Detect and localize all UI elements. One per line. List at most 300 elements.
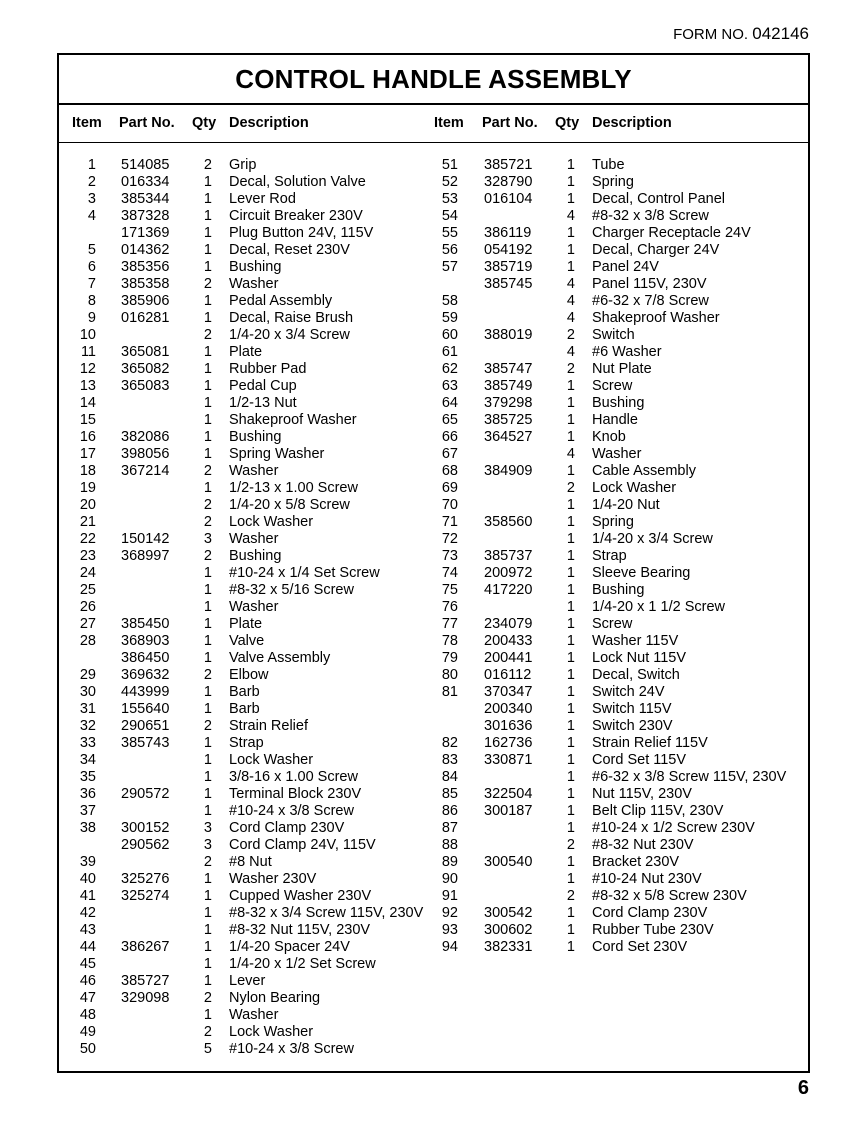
cell-qty: 2 <box>203 514 212 530</box>
cell-item: 23 <box>79 548 96 564</box>
cell-item: 89 <box>441 854 458 870</box>
cell-part-no: 385344 <box>121 191 170 207</box>
table-row <box>59 922 808 939</box>
cell-description: Washer <box>229 1007 279 1023</box>
cell-description: #10-24 x 1/2 Screw 230V <box>592 820 755 836</box>
cell-part-no: 443999 <box>121 684 170 700</box>
cell-qty: 1 <box>203 480 212 496</box>
table-row <box>59 157 808 174</box>
cell-description: Cord Clamp 230V <box>592 905 708 921</box>
cell-qty: 1 <box>203 752 212 768</box>
cell-item: 4 <box>87 208 96 224</box>
cell-qty: 2 <box>203 1024 212 1040</box>
cell-item: 93 <box>441 922 458 938</box>
cell-part-no: 325274 <box>121 888 170 904</box>
cell-part-no: 385737 <box>484 548 533 564</box>
cell-qty: 1 <box>203 939 212 955</box>
cell-description: Pedal Cup <box>229 378 297 394</box>
cell-item: 28 <box>79 633 96 649</box>
cell-item: 42 <box>79 905 96 921</box>
cell-item: 59 <box>441 310 458 326</box>
cell-description: Washer <box>592 446 642 462</box>
header-part-no: Part No. <box>119 115 175 131</box>
cell-item: 25 <box>79 582 96 598</box>
cell-qty: 2 <box>203 718 212 734</box>
cell-description: Cupped Washer 230V <box>229 888 372 904</box>
cell-qty: 2 <box>203 497 212 513</box>
cell-qty: 1 <box>203 905 212 921</box>
cell-item: 9 <box>87 310 96 326</box>
cell-description: 1/4-20 x 1 1/2 Screw <box>592 599 725 615</box>
cell-qty: 2 <box>566 888 575 904</box>
cell-description: #6-32 x 7/8 Screw <box>592 293 709 309</box>
cell-description: 1/2-13 x 1.00 Screw <box>229 480 358 496</box>
cell-part-no: 300602 <box>484 922 533 938</box>
cell-description: Strain Relief 115V <box>592 735 708 751</box>
cell-description: Nut 115V, 230V <box>592 786 692 802</box>
cell-qty: 4 <box>566 310 575 326</box>
cell-description: Charger Receptacle 24V <box>592 225 751 241</box>
cell-item: 18 <box>79 463 96 479</box>
cell-qty: 2 <box>203 990 212 1006</box>
cell-item: 65 <box>441 412 458 428</box>
table-row <box>59 973 808 990</box>
parts-list-frame <box>57 53 810 1073</box>
cell-description: Sleeve Bearing <box>592 565 691 581</box>
cell-part-no: 234079 <box>484 616 533 632</box>
header-item-2: Item <box>434 115 464 131</box>
cell-description: Rubber Pad <box>229 361 307 377</box>
cell-item: 83 <box>441 752 458 768</box>
cell-part-no: 365082 <box>121 361 170 377</box>
cell-part-no: 368903 <box>121 633 170 649</box>
cell-description: Nut Plate <box>592 361 652 377</box>
table-row <box>59 837 808 854</box>
cell-description: Washer <box>229 599 279 615</box>
cell-description: Decal, Switch <box>592 667 680 683</box>
cell-qty: 4 <box>566 293 575 309</box>
cell-qty: 1 <box>566 922 575 938</box>
cell-description: Cord Clamp 24V, 115V <box>229 837 376 853</box>
cell-item: 30 <box>79 684 96 700</box>
table-row <box>59 990 808 1007</box>
cell-part-no: 301636 <box>484 718 533 734</box>
cell-qty: 3 <box>203 820 212 836</box>
page-number: 6 <box>797 1077 809 1099</box>
cell-description: Washer <box>229 531 279 547</box>
cell-qty: 1 <box>566 599 575 615</box>
table-row <box>59 650 808 667</box>
cell-part-no: 330871 <box>484 752 533 768</box>
cell-part-no: 385743 <box>121 735 170 751</box>
table-row <box>59 820 808 837</box>
cell-description: Pedal Assembly <box>229 293 333 309</box>
cell-item: 38 <box>79 820 96 836</box>
cell-qty: 1 <box>566 582 575 598</box>
cell-item: 51 <box>441 157 458 173</box>
cell-part-no: 290562 <box>121 837 170 853</box>
cell-part-no: 385749 <box>484 378 533 394</box>
cell-part-no: 014362 <box>121 242 170 258</box>
cell-description: Barb <box>229 701 260 717</box>
cell-description: #10-24 x 3/8 Screw <box>229 1041 354 1057</box>
table-row <box>59 361 808 378</box>
table-row <box>59 871 808 888</box>
table-row <box>59 599 808 616</box>
cell-description: #8-32 x 5/16 Screw <box>229 582 354 598</box>
cell-item: 85 <box>441 786 458 802</box>
table-row <box>59 242 808 259</box>
cell-qty: 1 <box>566 752 575 768</box>
cell-description: 1/4-20 x 1/2 Set Screw <box>229 956 376 972</box>
cell-qty: 1 <box>566 514 575 530</box>
cell-description: Lever Rod <box>229 191 296 207</box>
cell-part-no: 155640 <box>121 701 170 717</box>
table-row <box>59 259 808 276</box>
cell-part-no: 329098 <box>121 990 170 1006</box>
cell-description: 1/2-13 Nut <box>229 395 297 411</box>
cell-item: 43 <box>79 922 96 938</box>
cell-description: Handle <box>592 412 638 428</box>
table-row <box>59 208 808 225</box>
form-number: 042146 <box>752 24 809 43</box>
cell-qty: 1 <box>203 973 212 989</box>
cell-qty: 2 <box>566 361 575 377</box>
cell-qty: 1 <box>203 174 212 190</box>
cell-part-no: 388019 <box>484 327 533 343</box>
cell-description: Grip <box>229 157 257 173</box>
cell-item: 15 <box>79 412 96 428</box>
cell-qty: 1 <box>566 531 575 547</box>
cell-item: 10 <box>79 327 96 343</box>
cell-item: 53 <box>441 191 458 207</box>
header-part-no-2: Part No. <box>482 115 538 131</box>
cell-qty: 1 <box>566 684 575 700</box>
cell-qty: 1 <box>203 293 212 309</box>
cell-part-no: 365081 <box>121 344 170 360</box>
cell-item: 78 <box>441 633 458 649</box>
cell-part-no: 385906 <box>121 293 170 309</box>
cell-description: Screw <box>592 616 633 632</box>
cell-description: #10-24 x 3/8 Screw <box>229 803 354 819</box>
table-row <box>59 667 808 684</box>
table-row <box>59 582 808 599</box>
cell-part-no: 386267 <box>121 939 170 955</box>
cell-description: 1/4-20 x 3/4 Screw <box>592 531 713 547</box>
cell-qty: 1 <box>203 956 212 972</box>
cell-part-no: 016112 <box>484 667 532 683</box>
header-qty: Qty <box>192 115 217 131</box>
cell-description: Spring <box>592 174 634 190</box>
cell-part-no: 016281 <box>121 310 170 326</box>
cell-qty: 1 <box>566 786 575 802</box>
cell-item: 84 <box>441 769 458 785</box>
cell-item: 49 <box>79 1024 96 1040</box>
cell-item: 21 <box>79 514 96 530</box>
cell-qty: 2 <box>203 327 212 343</box>
cell-item: 22 <box>79 531 96 547</box>
table-row <box>59 531 808 548</box>
cell-qty: 1 <box>203 225 212 241</box>
cell-part-no: 365083 <box>121 378 170 394</box>
table-row <box>59 769 808 786</box>
table-row <box>59 225 808 242</box>
cell-qty: 1 <box>566 650 575 666</box>
cell-item: 82 <box>441 735 458 751</box>
cell-part-no: 385745 <box>484 276 533 292</box>
cell-part-no: 385356 <box>121 259 170 275</box>
table-row <box>59 854 808 871</box>
cell-item: 52 <box>441 174 458 190</box>
cell-qty: 1 <box>566 803 575 819</box>
cell-description: Washer 230V <box>229 871 317 887</box>
cell-part-no: 386119 <box>484 225 532 241</box>
cell-description: Cord Set 230V <box>592 939 688 955</box>
cell-item: 79 <box>441 650 458 666</box>
cell-qty: 1 <box>566 259 575 275</box>
cell-qty: 1 <box>203 378 212 394</box>
cell-qty: 1 <box>203 361 212 377</box>
table-row <box>59 480 808 497</box>
cell-qty: 2 <box>203 854 212 870</box>
cell-description: #8 Nut <box>229 854 272 870</box>
cell-item: 88 <box>441 837 458 853</box>
cell-part-no: 200441 <box>484 650 533 666</box>
cell-item: 34 <box>79 752 96 768</box>
table-row <box>59 633 808 650</box>
cell-description: #10-24 x 1/4 Set Screw <box>229 565 380 581</box>
cell-qty: 1 <box>203 582 212 598</box>
cell-item: 69 <box>441 480 458 496</box>
cell-part-no: 364527 <box>484 429 533 445</box>
cell-item: 24 <box>79 565 96 581</box>
cell-qty: 1 <box>203 208 212 224</box>
cell-qty: 1 <box>566 463 575 479</box>
cell-qty: 1 <box>566 769 575 785</box>
cell-description: Cable Assembly <box>592 463 696 479</box>
cell-item: 48 <box>79 1007 96 1023</box>
cell-part-no: 368997 <box>121 548 170 564</box>
cell-qty: 1 <box>566 667 575 683</box>
cell-qty: 2 <box>566 327 575 343</box>
cell-qty: 2 <box>203 548 212 564</box>
table-header <box>59 105 808 143</box>
cell-part-no: 385450 <box>121 616 170 632</box>
cell-qty: 1 <box>203 616 212 632</box>
cell-part-no: 290572 <box>121 786 170 802</box>
cell-description: #8-32 Nut 230V <box>592 837 694 853</box>
table-row <box>59 888 808 905</box>
cell-description: Strap <box>229 735 264 751</box>
cell-description: Circuit Breaker 230V <box>229 208 363 224</box>
cell-qty: 3 <box>203 837 212 853</box>
cell-qty: 1 <box>566 412 575 428</box>
cell-part-no: 370347 <box>484 684 533 700</box>
cell-qty: 3 <box>203 531 212 547</box>
cell-part-no: 300540 <box>484 854 533 870</box>
table-row <box>59 701 808 718</box>
cell-item: 94 <box>441 939 458 955</box>
cell-item: 74 <box>441 565 458 581</box>
cell-description: Decal, Charger 24V <box>592 242 720 258</box>
cell-item: 80 <box>441 667 458 683</box>
cell-description: Bushing <box>592 582 645 598</box>
cell-description: #8-32 x 3/4 Screw 115V, 230V <box>229 905 424 921</box>
table-row <box>59 463 808 480</box>
cell-item: 54 <box>441 208 458 224</box>
cell-description: Spring Washer <box>229 446 325 462</box>
cell-qty: 1 <box>203 429 212 445</box>
cell-qty: 1 <box>203 871 212 887</box>
cell-description: Lock Washer <box>229 752 314 768</box>
table-row <box>59 344 808 361</box>
form-number-label <box>673 24 809 44</box>
cell-part-no: 398056 <box>121 446 170 462</box>
cell-qty: 1 <box>566 735 575 751</box>
table-row <box>59 905 808 922</box>
cell-item: 32 <box>79 718 96 734</box>
cell-part-no: 385719 <box>484 259 533 275</box>
cell-qty: 5 <box>203 1041 212 1057</box>
cell-item: 61 <box>441 344 458 360</box>
cell-part-no: 200340 <box>484 701 533 717</box>
table-row <box>59 1007 808 1024</box>
cell-qty: 1 <box>203 922 212 938</box>
header-qty-2: Qty <box>555 115 580 131</box>
cell-description: Plate <box>229 616 263 632</box>
cell-part-no: 417220 <box>484 582 533 598</box>
cell-qty: 1 <box>566 820 575 836</box>
cell-description: 3/8-16 x 1.00 Screw <box>229 769 358 785</box>
cell-item: 87 <box>441 820 458 836</box>
cell-description: Panel 24V <box>592 259 659 275</box>
cell-qty: 1 <box>566 616 575 632</box>
cell-description: Lock Washer <box>229 514 314 530</box>
table-row <box>59 497 808 514</box>
cell-item: 73 <box>441 548 458 564</box>
cell-description: Decal, Control Panel <box>592 191 725 207</box>
cell-item: 86 <box>441 803 458 819</box>
cell-description: Tube <box>592 157 625 173</box>
cell-description: Rubber Tube 230V <box>592 922 714 938</box>
cell-qty: 1 <box>203 803 212 819</box>
table-row <box>59 956 808 973</box>
cell-part-no: 385727 <box>121 973 170 989</box>
cell-description: Decal, Reset 230V <box>229 242 350 258</box>
cell-description: #6 Washer <box>592 344 662 360</box>
cell-item: 6 <box>87 259 96 275</box>
cell-part-no: 358560 <box>484 514 533 530</box>
cell-description: Strain Relief <box>229 718 308 734</box>
cell-item: 72 <box>441 531 458 547</box>
cell-item: 91 <box>441 888 458 904</box>
cell-description: Lock Nut 115V <box>592 650 687 666</box>
cell-item: 7 <box>87 276 96 292</box>
table-row <box>59 514 808 531</box>
cell-qty: 1 <box>203 191 212 207</box>
cell-description: Plate <box>229 344 263 360</box>
table-row <box>59 565 808 582</box>
cell-item: 3 <box>87 191 96 207</box>
cell-description: Washer <box>229 463 279 479</box>
cell-qty: 4 <box>566 276 575 292</box>
cell-item: 66 <box>441 429 458 445</box>
cell-item: 5 <box>87 242 96 258</box>
cell-qty: 1 <box>203 684 212 700</box>
table-row <box>59 276 808 293</box>
cell-item: 20 <box>79 497 96 513</box>
cell-item: 35 <box>79 769 96 785</box>
cell-item: 60 <box>441 327 458 343</box>
cell-description: Switch 24V <box>592 684 665 700</box>
table-row <box>59 293 808 310</box>
cell-qty: 4 <box>566 344 575 360</box>
cell-qty: 1 <box>566 565 575 581</box>
cell-qty: 2 <box>203 157 212 173</box>
cell-part-no: 200972 <box>484 565 533 581</box>
cell-part-no: 016334 <box>121 174 170 190</box>
table-row <box>59 735 808 752</box>
header-description-2: Description <box>592 115 672 131</box>
cell-item: 70 <box>441 497 458 513</box>
table-row <box>59 752 808 769</box>
cell-description: Cord Set 115V <box>592 752 687 768</box>
cell-item: 58 <box>441 293 458 309</box>
cell-item: 76 <box>441 599 458 615</box>
cell-qty: 1 <box>566 701 575 717</box>
table-row <box>59 718 808 735</box>
cell-item: 46 <box>79 973 96 989</box>
cell-part-no: 387328 <box>121 208 170 224</box>
cell-qty: 1 <box>203 650 212 666</box>
cell-item: 57 <box>441 259 458 275</box>
cell-item: 50 <box>79 1041 96 1057</box>
cell-item: 68 <box>441 463 458 479</box>
cell-item: 41 <box>79 888 96 904</box>
cell-description: Bushing <box>229 259 282 275</box>
cell-description: Lever <box>229 973 266 989</box>
cell-item: 92 <box>441 905 458 921</box>
table-row <box>59 684 808 701</box>
cell-item: 11 <box>80 344 96 360</box>
table-row <box>59 803 808 820</box>
table-row <box>59 548 808 565</box>
table-row <box>59 327 808 344</box>
cell-qty: 4 <box>566 446 575 462</box>
cell-qty: 1 <box>566 854 575 870</box>
cell-part-no: 385725 <box>484 412 533 428</box>
cell-qty: 1 <box>566 242 575 258</box>
cell-part-no: 382086 <box>121 429 170 445</box>
cell-item: 26 <box>79 599 96 615</box>
table-row <box>59 191 808 208</box>
table-row <box>59 939 808 956</box>
cell-qty: 1 <box>203 395 212 411</box>
cell-item: 1 <box>87 157 96 173</box>
cell-qty: 1 <box>203 599 212 615</box>
page-title: CONTROL HANDLE ASSEMBLY <box>59 55 808 105</box>
cell-qty: 1 <box>566 718 575 734</box>
cell-description: 1/4-20 Nut <box>592 497 660 513</box>
cell-item: 33 <box>79 735 96 751</box>
cell-part-no: 300187 <box>484 803 533 819</box>
cell-description: Strap <box>592 548 627 564</box>
cell-qty: 1 <box>566 939 575 955</box>
cell-description: Shakeproof Washer <box>229 412 357 428</box>
table-row <box>59 174 808 191</box>
table-row <box>59 412 808 429</box>
cell-description: #8-32 x 5/8 Screw 230V <box>592 888 747 904</box>
